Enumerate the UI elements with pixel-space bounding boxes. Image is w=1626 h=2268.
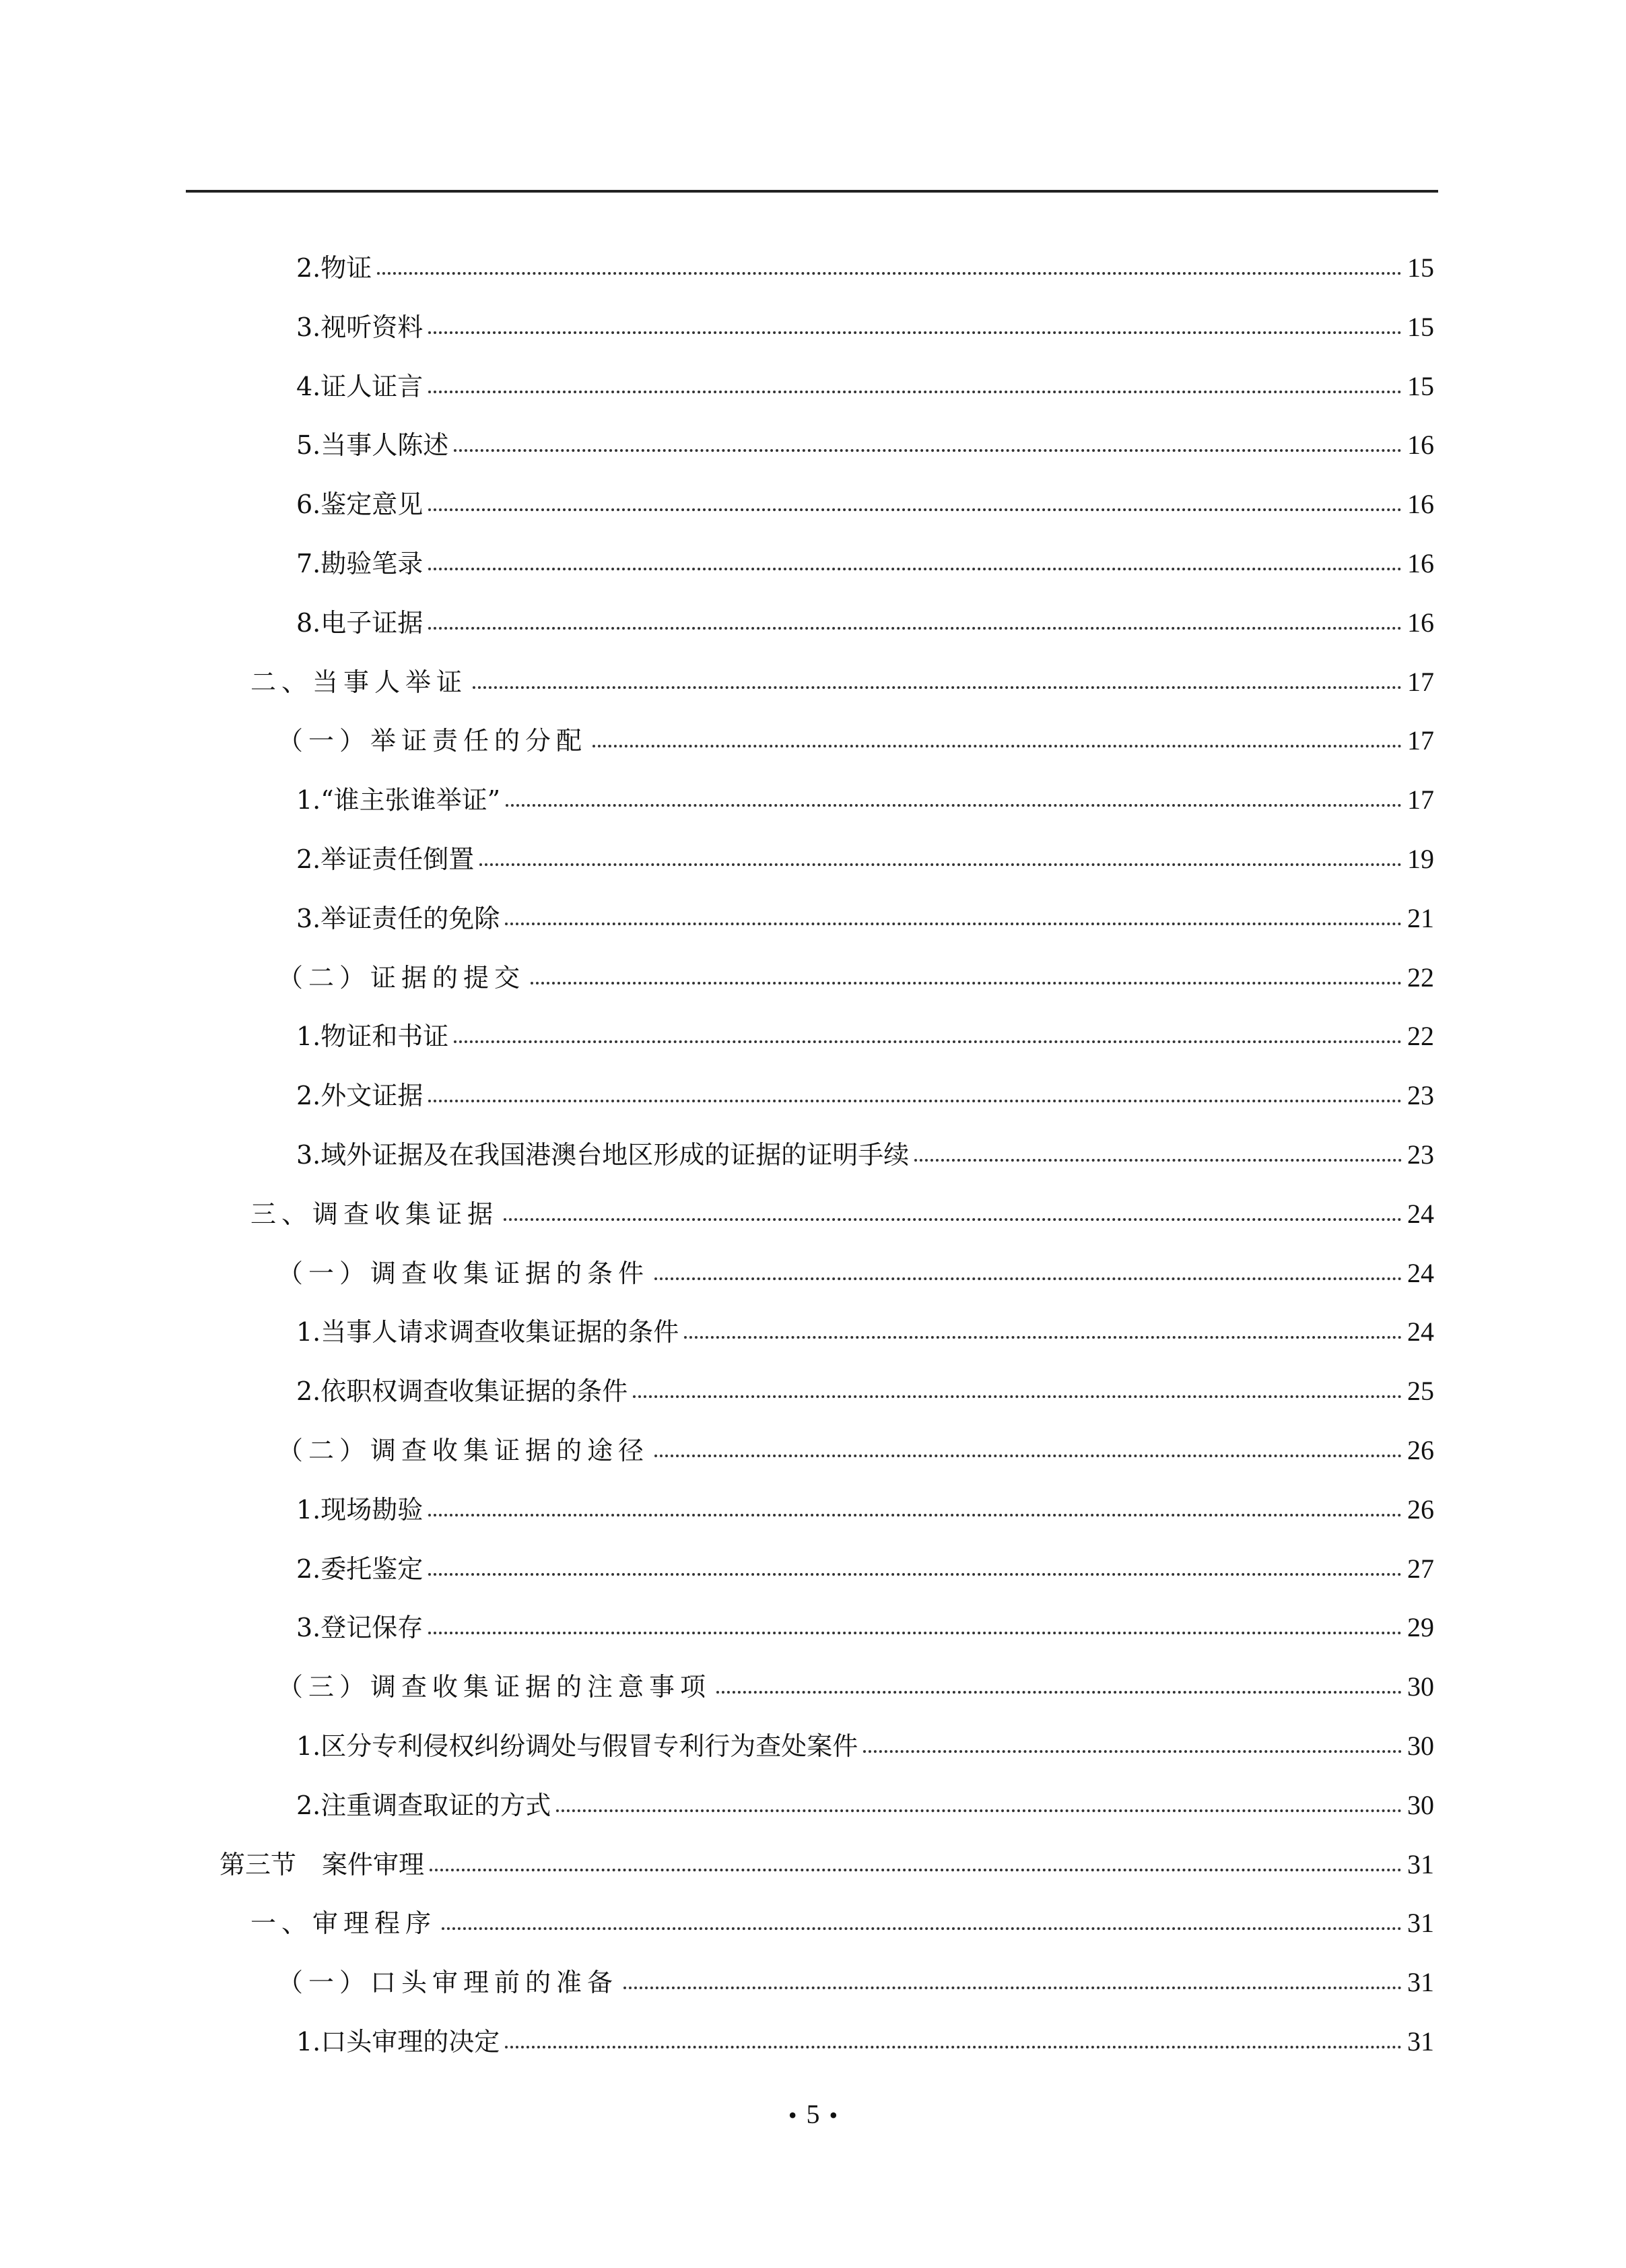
toc-entry-page-number: 25 xyxy=(1407,1376,1434,1406)
toc-entry[interactable] xyxy=(296,1601,1434,1655)
toc-entry-page-number: 27 xyxy=(1407,1554,1434,1584)
toc-entry[interactable] xyxy=(296,300,1434,354)
toc-entry-label: 1.口头审理的决定 xyxy=(296,2027,500,2057)
toc-leader-dots xyxy=(531,982,1402,985)
toc-entry-label: 6.鉴定意见 xyxy=(296,490,424,519)
toc-leader-dots xyxy=(428,627,1402,630)
toc-entry[interactable] xyxy=(296,596,1434,650)
toc-leader-dots xyxy=(633,1395,1402,1398)
toc-entry-page-number: 15 xyxy=(1407,312,1434,342)
toc-leader-dots xyxy=(684,1336,1402,1339)
toc-entry[interactable] xyxy=(296,832,1434,886)
toc-entry[interactable] xyxy=(296,241,1434,295)
toc-entry-page-number: 17 xyxy=(1407,785,1434,815)
toc-entry[interactable] xyxy=(296,892,1434,945)
toc-entry[interactable] xyxy=(296,537,1434,591)
toc-entry-label: 3.登记保存 xyxy=(296,1613,424,1642)
toc-entry-page-number: 31 xyxy=(1407,1967,1434,1997)
toc-entry-label: 4.证人证言 xyxy=(296,372,424,401)
toc-entry-label: 1.当事人请求调查收集证据的条件 xyxy=(296,1317,679,1347)
toc-entry-page-number: 21 xyxy=(1407,903,1434,933)
toc-entry-label: （二）证据的提交 xyxy=(277,963,526,993)
toc-entry-page-number: 22 xyxy=(1407,962,1434,993)
toc-entry-page-number: 30 xyxy=(1407,1731,1434,1761)
toc-entry-page-number: 30 xyxy=(1407,1790,1434,1820)
toc-entry-label: 1.“谁主张谁举证” xyxy=(296,785,501,815)
toc-leader-dots xyxy=(863,1750,1402,1753)
toc-entry-page-number: 24 xyxy=(1407,1258,1434,1288)
toc-leader-dots xyxy=(654,1455,1402,1457)
toc-leader-dots xyxy=(506,804,1402,807)
toc-entry-page-number: 17 xyxy=(1407,725,1434,756)
toc-entry-page-number: 16 xyxy=(1407,548,1434,578)
toc-entry-label: 1.现场勘验 xyxy=(296,1495,424,1525)
toc-leader-dots xyxy=(716,1691,1402,1694)
toc-entry[interactable] xyxy=(277,1424,1434,1477)
toc-entry-label: 2.依职权调查收集证据的条件 xyxy=(296,1376,628,1406)
toc-entry-page-number: 29 xyxy=(1407,1612,1434,1642)
toc-entry[interactable] xyxy=(296,1009,1434,1063)
toc-entry-page-number: 17 xyxy=(1407,667,1434,697)
toc-entry[interactable] xyxy=(296,1069,1434,1123)
footer-bullet-left: • xyxy=(788,2102,797,2129)
toc-entry[interactable] xyxy=(277,951,1434,1005)
toc-entry[interactable] xyxy=(277,1246,1434,1300)
toc-entry[interactable] xyxy=(296,418,1434,472)
toc-entry-label: 7.勘验笔录 xyxy=(296,549,424,578)
toc-leader-dots xyxy=(428,1514,1402,1516)
toc-leader-dots xyxy=(504,1218,1402,1221)
toc-leader-dots xyxy=(428,1632,1402,1634)
page-number: 5 xyxy=(806,2099,820,2129)
toc-entry-label: 2.注重调查取证的方式 xyxy=(296,1791,551,1820)
toc-entry-label: 8.电子证据 xyxy=(296,608,424,638)
toc-entry-page-number: 31 xyxy=(1407,2026,1434,2057)
toc-entry-label: 5.当事人陈述 xyxy=(296,430,449,460)
toc-leader-dots xyxy=(505,2046,1402,2048)
toc-entry[interactable] xyxy=(296,2015,1434,2069)
toc-entry-page-number: 16 xyxy=(1407,489,1434,519)
toc-entry[interactable] xyxy=(296,1128,1434,1182)
toc-entry-page-number: 26 xyxy=(1407,1435,1434,1465)
toc-entry-label: 2.委托鉴定 xyxy=(296,1554,424,1584)
toc-entry[interactable] xyxy=(296,1719,1434,1773)
toc-leader-dots xyxy=(505,923,1402,925)
toc-entry-label: （一）口头审理前的准备 xyxy=(277,1968,619,1997)
toc-leader-dots xyxy=(428,1100,1402,1102)
toc-entry-label: 二、当事人举证 xyxy=(250,667,468,697)
toc-leader-dots xyxy=(428,508,1402,511)
toc-entry-label: 2.外文证据 xyxy=(296,1081,424,1110)
header-rule xyxy=(186,190,1438,193)
toc-entry-page-number: 26 xyxy=(1407,1494,1434,1525)
toc-leader-dots xyxy=(442,1927,1402,1930)
toc-leader-dots xyxy=(473,686,1402,689)
toc-entry[interactable] xyxy=(250,655,1434,709)
toc-entry[interactable] xyxy=(296,1364,1434,1418)
toc-leader-dots xyxy=(430,1869,1402,1871)
toc-leader-dots xyxy=(428,1573,1402,1576)
toc-leader-dots xyxy=(454,1040,1402,1043)
toc-leader-dots xyxy=(556,1809,1402,1812)
toc-entry-label: 3.视听资料 xyxy=(296,312,424,342)
toc-entry-label: 2.物证 xyxy=(296,253,372,283)
toc-entry-label: （一）调查收集证据的条件 xyxy=(277,1259,650,1288)
page-footer xyxy=(0,2094,1626,2135)
toc-leader-dots xyxy=(428,391,1402,393)
toc-entry-page-number: 22 xyxy=(1407,1021,1434,1051)
toc-leader-dots xyxy=(377,272,1402,275)
toc-entry[interactable] xyxy=(296,1483,1434,1537)
toc-entry[interactable] xyxy=(296,1542,1434,1596)
toc-entry-page-number: 15 xyxy=(1407,253,1434,283)
toc-leader-dots xyxy=(479,863,1402,866)
toc-entry[interactable] xyxy=(296,773,1434,827)
toc-leader-dots xyxy=(592,745,1402,747)
toc-entry-label: 第三节 案件审理 xyxy=(219,1850,425,1879)
toc-entry[interactable] xyxy=(277,714,1434,768)
toc-entry-page-number: 16 xyxy=(1407,430,1434,460)
toc-leader-dots xyxy=(428,331,1402,334)
toc-leader-dots xyxy=(454,449,1402,452)
toc-entry-label: 3.域外证据及在我国港澳台地区形成的证据的证明手续 xyxy=(296,1140,910,1170)
toc-entry-label: 3.举证责任的免除 xyxy=(296,904,500,933)
toc-leader-dots xyxy=(654,1277,1402,1280)
toc-entry-label: 一、审理程序 xyxy=(250,1908,437,1938)
toc-entry[interactable] xyxy=(296,360,1434,413)
toc-leader-dots xyxy=(428,568,1402,570)
toc-entry-label: 1.区分专利侵权纠纷调处与假冒专利行为查处案件 xyxy=(296,1731,858,1761)
toc-entry-label: （三）调查收集证据的注意事项 xyxy=(277,1672,712,1702)
toc-entry[interactable] xyxy=(296,1305,1434,1359)
toc-entry[interactable] xyxy=(296,477,1434,531)
toc-entry-page-number: 24 xyxy=(1407,1316,1434,1347)
toc-entry-label: 2.举证责任倒置 xyxy=(296,844,475,874)
toc-entry-page-number: 19 xyxy=(1407,844,1434,874)
footer-bullet-right: • xyxy=(829,2102,838,2129)
toc-entry[interactable] xyxy=(250,1187,1434,1241)
toc-entry-page-number: 31 xyxy=(1407,1908,1434,1938)
toc-entry[interactable] xyxy=(296,1778,1434,1832)
toc-entry[interactable] xyxy=(250,1896,1434,1950)
toc-entry-page-number: 24 xyxy=(1407,1199,1434,1229)
toc-leader-dots xyxy=(623,1987,1402,1989)
toc-entry-page-number: 23 xyxy=(1407,1080,1434,1110)
toc-entry-page-number: 16 xyxy=(1407,607,1434,638)
toc-entry-label: 三、调查收集证据 xyxy=(250,1199,499,1229)
toc-entry[interactable] xyxy=(277,1956,1434,2009)
toc-entry[interactable] xyxy=(219,1838,1434,1892)
toc-entry-page-number: 31 xyxy=(1407,1849,1434,1879)
toc-entry-page-number: 23 xyxy=(1407,1139,1434,1170)
toc-entry-label: （一）举证责任的分配 xyxy=(277,726,588,756)
toc-entry-label: （二）调查收集证据的途径 xyxy=(277,1436,650,1465)
toc-entry-page-number: 15 xyxy=(1407,371,1434,401)
toc-entry-page-number: 30 xyxy=(1407,1671,1434,1702)
toc-entry-label: 1.物证和书证 xyxy=(296,1022,449,1051)
toc-leader-dots xyxy=(914,1159,1402,1162)
toc-entry[interactable] xyxy=(277,1660,1434,1714)
